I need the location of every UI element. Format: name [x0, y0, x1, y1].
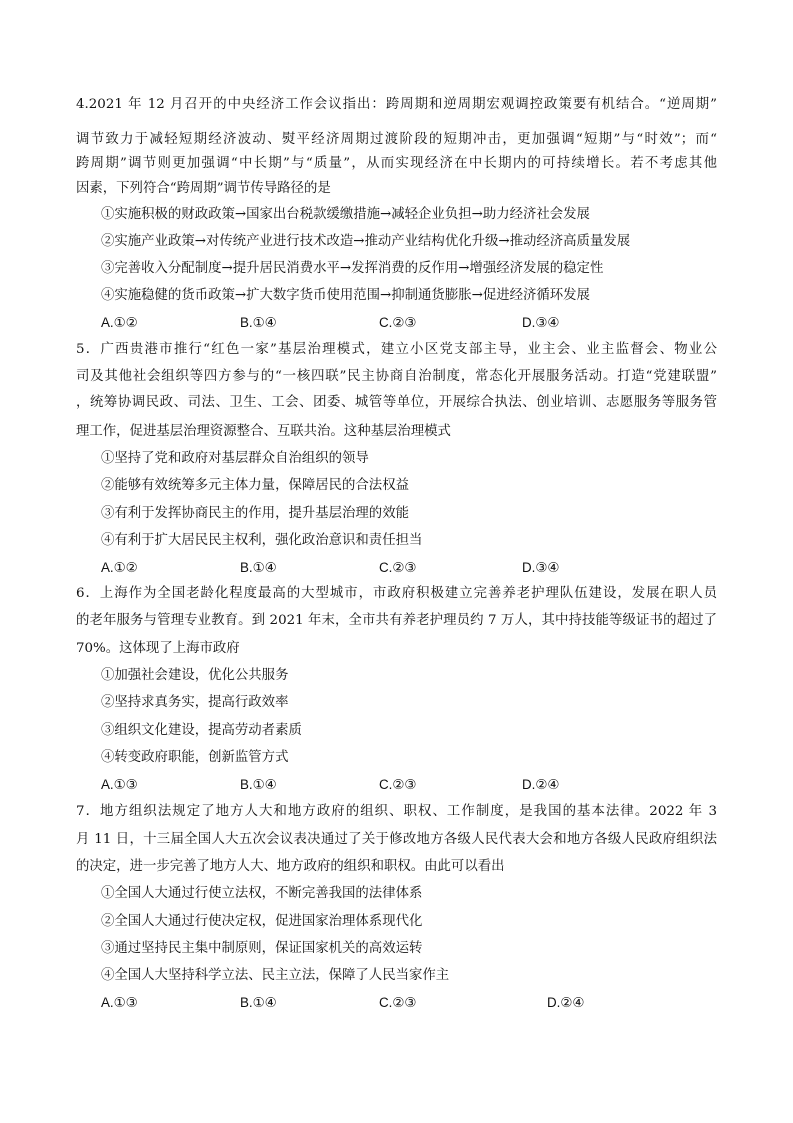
question-text-line: 调节致力于减轻短期经济波动、熨平经济周期过渡阶段的短期冲击，更加强调“短期”与“时效”；而“ [76, 132, 717, 147]
option-4: ④实施稳健的货币政策→扩大数字货币使用范围→抑制通货膨胀→促进经济循环发展 [101, 288, 590, 303]
question-text-line: ，统筹协调民政、司法、卫生、工会、团委、城管等单位，开展综合执法、创业培训、志愿服务等服务管 [76, 395, 717, 410]
answer-a: A.①② [101, 315, 138, 330]
option-1: ①实施积极的财政政策→国家出台税款缓缴措施→减轻企业负担→助力经济社会发展 [101, 207, 590, 222]
answer-c: C.②③ [379, 777, 417, 792]
option-3: ③通过坚持民主集中制原则，保证国家机关的高效运转 [101, 941, 423, 956]
answer-b: B.①④ [240, 995, 277, 1010]
question-text-line: 5．广西贵港市推行“红色一家”基层治理模式，建立小区党支部主导，业主会、业主监督会、物业公 [76, 342, 717, 357]
answer-b: B.①④ [240, 777, 277, 792]
question-text-line: 70%。这体现了上海市政府 [76, 641, 240, 656]
option-4: ④转变政府职能，创新监管方式 [101, 750, 289, 765]
answer-b: B.①④ [240, 560, 277, 575]
answer-c: C.②③ [379, 560, 417, 575]
question-text-line: 跨周期”调节则更加强调“中长期”与“质量”，从而实现经济在中长期内的可持续增长。若不考虑其他 [76, 156, 717, 171]
answer-d: D.②④ [522, 777, 560, 792]
answer-a: A.①③ [101, 777, 138, 792]
answer-a: A.①③ [101, 995, 138, 1010]
option-2: ②坚持求真务实，提高行政效率 [101, 695, 289, 710]
answer-d: D.③④ [522, 560, 560, 575]
answer-c: C.②③ [379, 315, 417, 330]
question-text-line: 4.2021 年 12 月召开的中央经济工作会议指出：跨周期和逆周期宏观调控政策要有机结合。“逆周期” [76, 97, 717, 112]
question-text-line: 6．上海作为全国老龄化程度最高的大型城市，市政府积极建立完善养老护理队伍建设，发展在职人员 [76, 586, 717, 601]
question-text-line: 的老年服务与管理专业教育。到 2021 年末，全市共有养老护理员约 7 万人，其中持技能等级证书的超过了 [76, 613, 717, 628]
option-1: ①加强社会建设，优化公共服务 [101, 668, 289, 683]
question-text-line: 7．地方组织法规定了地方人大和地方政府的组织、职权、工作制度，是我国的基本法律。2022 年 3 [76, 804, 717, 819]
option-2: ②全国人大通过行使决定权，促进国家治理体系现代化 [101, 914, 423, 929]
answer-d: D.②④ [547, 995, 585, 1010]
option-2: ②实施产业政策→对传统产业进行技术改造→推动产业结构优化升级→推动经济高质量发展 [101, 234, 631, 249]
option-2: ②能够有效统筹多元主体力量，保障居民的合法权益 [101, 478, 409, 493]
option-1: ①全国人大通过行使立法权，不断完善我国的法律体系 [101, 886, 423, 901]
question-text-line: 的决定，进一步完善了地方人大、地方政府的组织和职权。由此可以看出 [76, 859, 505, 874]
answer-d: D.③④ [522, 315, 560, 330]
answer-b: B.①④ [240, 315, 277, 330]
question-text-line: 因素，下列符合“跨周期”调节传导路径的是 [76, 181, 331, 196]
answer-a: A.①② [101, 560, 138, 575]
option-3: ③组织文化建设，提高劳动者素质 [101, 723, 302, 738]
option-4: ④全国人大坚持科学立法、民主立法，保障了人民当家作主 [101, 968, 450, 983]
question-text-line: 理工作，促进基层治理资源整合、互联共治。这种基层治理模式 [76, 424, 451, 439]
option-1: ①坚持了党和政府对基层群众自治组织的领导 [101, 451, 369, 466]
option-3: ③有利于发挥协商民主的作用，提升基层治理的效能 [101, 506, 409, 521]
answer-c: C.②③ [379, 995, 417, 1010]
question-text-line: 司及其他社会组织等四方参与的“一核四联”民主协商自治制度，常态化开展服务活动。打造“党建联盟” [76, 369, 717, 384]
option-4: ④有利于扩大居民民主权利，强化政治意识和责任担当 [101, 533, 423, 548]
option-3: ③完善收入分配制度→提升居民消费水平→发挥消费的反作用→增强经济发展的稳定性 [101, 261, 604, 276]
question-text-line: 月 11 日，十三届全国人大五次会议表决通过了关于修改地方各级人民代表大会和地方各级人民政府组织法 [76, 832, 717, 847]
